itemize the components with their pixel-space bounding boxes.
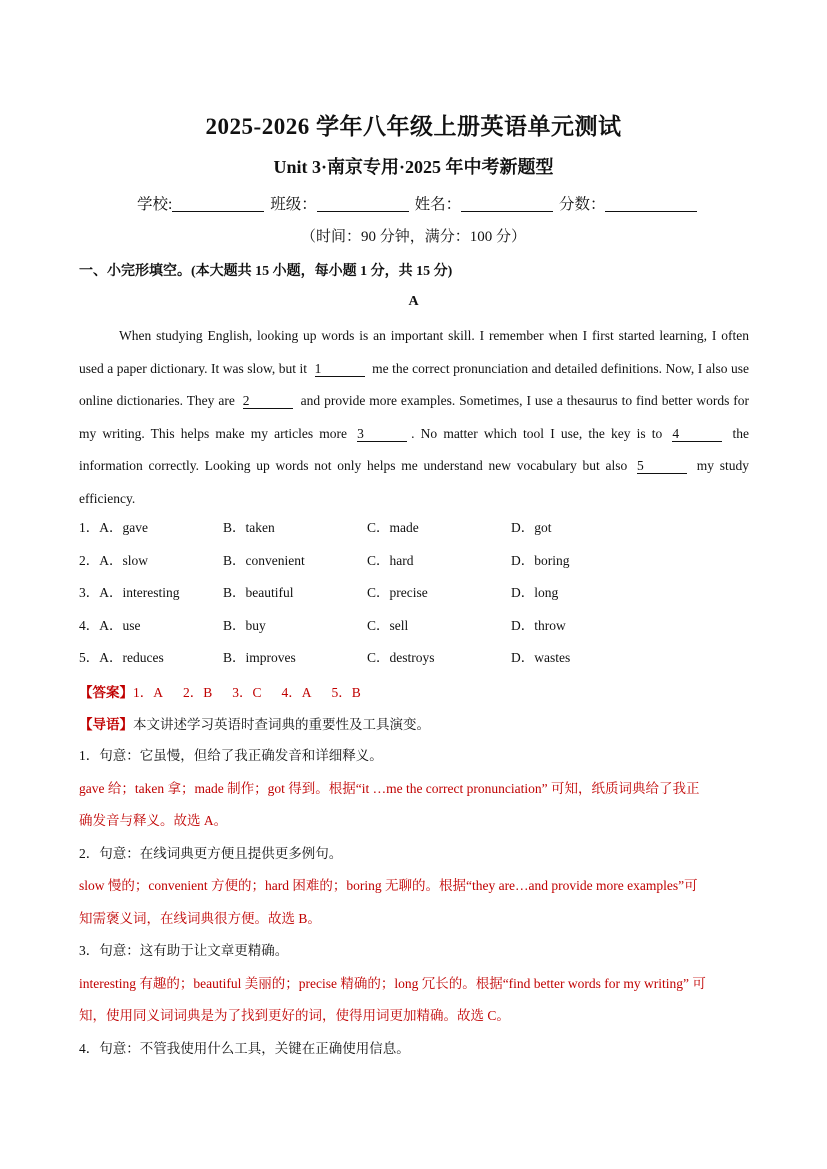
explanation-line: 知，使用同义词词典是为了找到更好的词，使得用词更加精确。故选 C。 bbox=[79, 1008, 510, 1023]
option-b: B．convenient bbox=[223, 552, 305, 568]
class-label: 班级： bbox=[270, 196, 317, 213]
guide-tag: 【导语】 bbox=[79, 717, 133, 732]
option-a: 4．A．use bbox=[79, 617, 141, 633]
option-b: B．improves bbox=[223, 650, 296, 666]
option-d: D．long bbox=[511, 585, 559, 601]
option-row bbox=[79, 515, 749, 548]
page-title: 2025-2026 学年八年级上册英语单元测试 bbox=[205, 114, 622, 139]
blank-1: 1 bbox=[315, 362, 365, 377]
option-row bbox=[79, 580, 749, 613]
passage-text: me the correct pronunciation and detailed definitions. Now, I also use online dictionaries. They are bbox=[79, 360, 749, 409]
cloze-passage bbox=[79, 320, 749, 516]
explanation-line: gave 给；taken 拿；made 制作；got 得到。根据“it …me the correct pronunciation” 可知，纸质词典给了我正 bbox=[79, 780, 700, 796]
option-d: D．boring bbox=[511, 552, 570, 568]
answer-line bbox=[79, 681, 381, 701]
blank-5: 5 bbox=[637, 459, 687, 474]
option-d: D．got bbox=[511, 520, 552, 535]
score-label: 分数： bbox=[558, 196, 606, 213]
answer-item: 4．A bbox=[281, 685, 312, 700]
explanation-line: interesting 有趣的；beautiful 美丽的；precise 精确的；long 冗长的。根据“find better words for my writing” 可 bbox=[79, 975, 706, 991]
section-heading: 一、小完形填空。(本大题共 15 小题，每小题 1 分，共 15 分) bbox=[79, 264, 453, 279]
option-row bbox=[79, 548, 749, 581]
option-b: B．taken bbox=[223, 520, 275, 535]
explanation-line: 3．句意：这有助于让文章更精确。 bbox=[79, 943, 289, 958]
school-blank[interactable] bbox=[172, 196, 264, 212]
answer-item: 2．B bbox=[183, 685, 213, 700]
blank-4: 4 bbox=[672, 427, 722, 442]
answer-tag: 【答案】 bbox=[79, 685, 133, 700]
passage-text: . No matter which tool I use, the key is to bbox=[411, 425, 663, 441]
explanation-line: 知需褒义词，在线词典很方便。故选 B。 bbox=[79, 910, 321, 926]
option-row bbox=[79, 613, 749, 646]
passage-label: A bbox=[408, 294, 419, 309]
class-blank[interactable] bbox=[317, 196, 409, 212]
option-c: C．made bbox=[367, 520, 419, 535]
guide-text: 本文讲述学习英语时查词典的重要性及工具演变。 bbox=[133, 717, 430, 732]
page-subtitle: Unit 3·南京专用·2025 年中考新题型 bbox=[273, 157, 554, 177]
options-list bbox=[79, 515, 749, 678]
blank-3: 3 bbox=[357, 427, 407, 442]
option-c: C．destroys bbox=[367, 650, 435, 666]
student-info-line bbox=[137, 192, 699, 214]
passage-text: When studying English, looking up words is an important skill. I remember when I first started learning, I often used a paper dictionary. It was slow, but it bbox=[79, 328, 749, 376]
explanation-line: slow 慢的；convenient 方便的；hard 困难的；boring 无聊的。根据“they are…and provide more examples”可 bbox=[79, 878, 698, 893]
passage-text: and provide more examples. Sometimes, I use a thesaurus to find better words for my writing. This helps make my articles more bbox=[79, 393, 749, 441]
passage-text: my study efficiency. bbox=[79, 458, 750, 506]
option-a: 5．A．reduces bbox=[79, 650, 164, 666]
explanation-line: 确发音与释义。故选 A。 bbox=[79, 813, 228, 828]
option-a: 2．A．slow bbox=[79, 552, 149, 568]
option-b: B．beautiful bbox=[223, 585, 294, 601]
explanation-line: 1．句意：它虽慢，但给了我正确发音和详细释义。 bbox=[79, 748, 383, 763]
explanation-line: 4．句意：不管我使用什么工具，关键在正确使用信息。 bbox=[79, 1040, 410, 1056]
option-d: D．throw bbox=[511, 617, 566, 633]
passage-text: the information correctly. Looking up words not only helps me understand new vocabulary but also bbox=[79, 425, 750, 474]
option-c: C．precise bbox=[367, 585, 428, 601]
blank-2: 2 bbox=[243, 394, 293, 409]
guide-text-line bbox=[79, 710, 749, 740]
name-blank[interactable] bbox=[461, 196, 553, 212]
answer-item: 3．C bbox=[232, 685, 262, 700]
option-row bbox=[79, 645, 749, 678]
answer-item: 5．B bbox=[331, 685, 361, 700]
option-d: D．wastes bbox=[511, 650, 571, 666]
option-a: 1．A．gave bbox=[79, 520, 148, 535]
explanation-line: 2．句意：在线词典更方便且提供更多例句。 bbox=[79, 845, 343, 861]
name-label: 姓名： bbox=[414, 196, 462, 213]
school-label: 学校: bbox=[137, 196, 173, 213]
answer-item: 1．A bbox=[133, 685, 163, 700]
option-b: B．buy bbox=[223, 617, 266, 633]
option-c: C．hard bbox=[367, 552, 414, 568]
time-note: （时间：90 分钟，满分：100 分） bbox=[300, 229, 526, 245]
score-blank[interactable] bbox=[605, 196, 697, 212]
option-c: C．sell bbox=[367, 617, 409, 633]
option-a: 3．A．interesting bbox=[79, 585, 180, 601]
